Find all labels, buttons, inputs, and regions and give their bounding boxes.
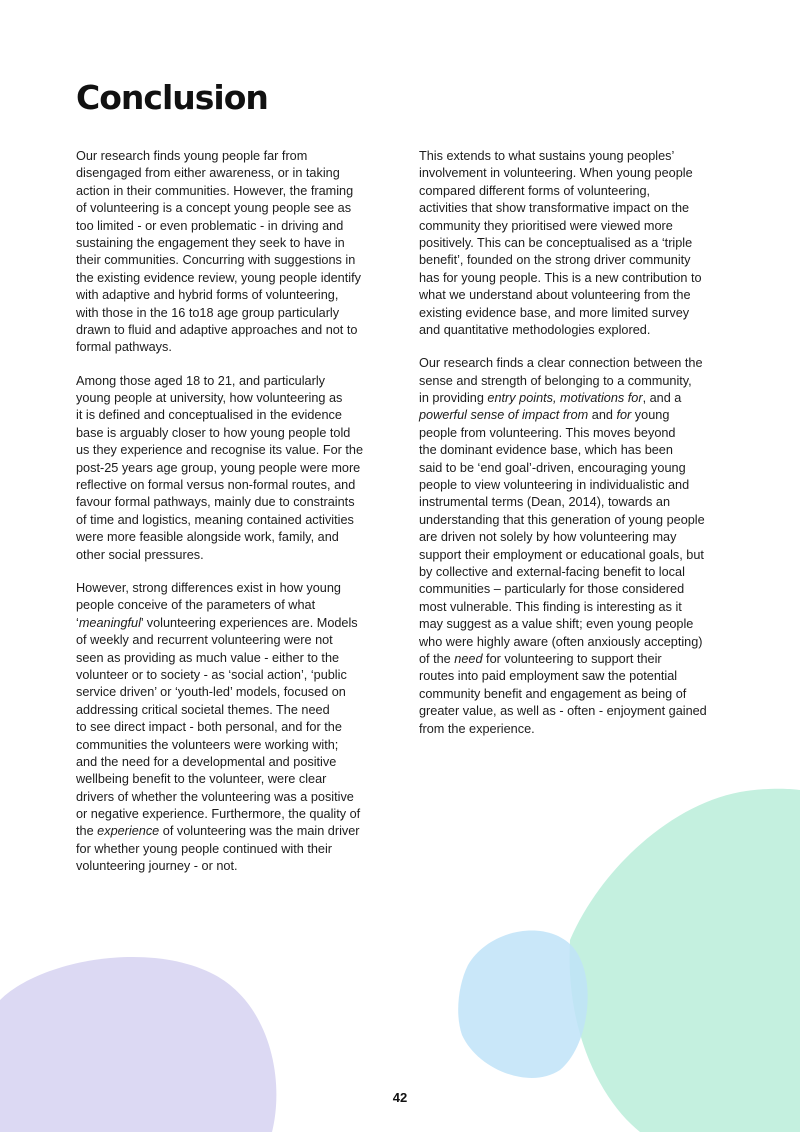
text-line (419, 183, 729, 200)
text-run: support their employment or educational goals, but (419, 547, 704, 562)
text-run: and quantitative methodologies explored. (419, 322, 651, 337)
text-run: favour formal pathways, mainly due to constraints (76, 495, 355, 510)
text-run: us they experience and recognise its value. For the (76, 443, 364, 458)
text-run: to see direct impact - both personal, and for the (76, 720, 342, 735)
text-run: communities the volunteers were working with; (76, 737, 339, 752)
text-run: greater value, as well as - often - enjoyment gained (419, 704, 707, 719)
text-line (76, 477, 386, 494)
text-run: sustaining the engagement they seek to have in (76, 235, 345, 250)
text-run: post-25 years age group, young people were more (76, 460, 361, 475)
text-run: in providing (419, 391, 488, 406)
text-run: drawn to fluid and adaptive approaches and not to (76, 322, 358, 337)
text-run: by collective and external-facing benefit to local (419, 564, 685, 579)
text-run: are driven not solely by how volunteering may (419, 530, 677, 545)
text-line (76, 650, 386, 667)
text-line (76, 183, 386, 200)
text-run: positively. This can be conceptualised as a ‘triple (419, 235, 693, 250)
text-run: of the (419, 651, 455, 666)
text-line (419, 442, 729, 459)
text-line (419, 529, 729, 546)
text-line (76, 754, 386, 771)
text-line (76, 200, 386, 217)
text-run: the dominant evidence base, which has been (419, 443, 673, 458)
text-line (76, 148, 386, 165)
text-line (76, 632, 386, 649)
emphasis-text: experience (97, 824, 160, 839)
text-line (76, 218, 386, 235)
text-run: said to be ‘end goal’-driven, encouraging young (419, 460, 686, 475)
text-line (419, 460, 729, 477)
text-run: routes into paid employment saw the potential (419, 669, 678, 684)
text-run: people to view volunteering in individualistic and (419, 478, 690, 493)
body-paragraph (76, 373, 386, 564)
page-title: Conclusion (76, 78, 268, 117)
text-line (419, 305, 729, 322)
text-line (76, 270, 386, 287)
text-line (76, 841, 386, 858)
text-run: Among those aged 18 to 21, and particularly (76, 373, 325, 388)
text-run: with those in the 16 to18 age group particularly (76, 305, 340, 320)
text-run: it is defined and conceptualised in the evidence (76, 408, 342, 423)
emphasis-text: entry points, motivations for (487, 391, 643, 406)
text-line (419, 407, 729, 424)
text-run: , and a (642, 391, 682, 406)
text-line (419, 547, 729, 564)
text-run: community benefit and engagement as being of (419, 686, 687, 701)
text-run: and (588, 408, 617, 423)
text-run: has for young people. This is a new contribution to (419, 270, 702, 285)
text-run: volunteer or to society - as ‘social action’, ‘public (76, 667, 347, 682)
text-line (419, 477, 729, 494)
text-run: service driven’ or ‘youth-led’ models, focused on (76, 685, 346, 700)
text-run: seen as providing as much value - either to the (76, 650, 340, 665)
text-line (76, 719, 386, 736)
left-column (76, 148, 386, 892)
text-run: ‘ (76, 615, 79, 630)
text-line (419, 200, 729, 217)
text-run: community they prioritised were viewed more (419, 218, 673, 233)
text-run: for whether young people continued with their (76, 841, 333, 856)
text-line (76, 684, 386, 701)
text-run: activities that show transformative impact on the (419, 201, 690, 216)
blue-blob-shape (458, 930, 587, 1077)
text-line (76, 823, 386, 840)
text-run: compared different forms of volunteering, (419, 183, 651, 198)
text-line (76, 252, 386, 269)
text-line (76, 373, 386, 390)
text-line (76, 339, 386, 356)
emphasis-text: meaningful (78, 615, 141, 630)
text-line (76, 580, 386, 597)
text-line (76, 407, 386, 424)
body-paragraph (76, 148, 386, 357)
text-line (419, 235, 729, 252)
emphasis-text: powerful sense of impact from (419, 408, 589, 423)
text-line (76, 287, 386, 304)
text-run: young people at university, how volunteering as (76, 391, 343, 406)
text-run: their communities. Concurring with suggestions in (76, 253, 356, 268)
right-column (419, 148, 729, 754)
text-run: too limited - or even problematic - in driving and (76, 218, 344, 233)
text-line (76, 597, 386, 614)
text-line (419, 218, 729, 235)
text-run: for volunteering to support their (482, 651, 662, 666)
text-line (419, 721, 729, 738)
text-run: young (631, 408, 670, 423)
text-line (419, 287, 729, 304)
text-line (76, 494, 386, 511)
text-line (76, 806, 386, 823)
text-line (419, 373, 729, 390)
text-run: what we understand about volunteering from the (419, 288, 691, 303)
text-run: formal pathways. (76, 340, 172, 355)
text-line (419, 494, 729, 511)
text-line (76, 771, 386, 788)
text-line (419, 581, 729, 598)
body-paragraph (419, 355, 729, 738)
text-run: action in their communities. However, the framing (76, 183, 354, 198)
text-run: from the experience. (419, 721, 535, 736)
text-line (419, 599, 729, 616)
text-run: of volunteering is a concept young people see as (76, 201, 352, 216)
text-run: instrumental terms (Dean, 2014), towards an (419, 495, 671, 510)
text-run: people from volunteering. This moves beyond (419, 425, 676, 440)
text-line (419, 651, 729, 668)
text-line (419, 390, 729, 407)
page-number: 42 (392, 1090, 408, 1105)
text-run: sense and strength of belonging to a community, (419, 373, 692, 388)
text-run: involvement in volunteering. When young people (419, 166, 693, 181)
text-line (419, 425, 729, 442)
text-line (76, 529, 386, 546)
text-run: benefit’, founded on the strong driver community (419, 253, 691, 268)
text-line (419, 512, 729, 529)
text-line (76, 547, 386, 564)
green-blob-shape (570, 789, 800, 1132)
text-line (76, 858, 386, 875)
body-paragraph (76, 580, 386, 876)
emphasis-text: need (454, 651, 483, 666)
text-run: base is arguably closer to how young people told (76, 425, 351, 440)
body-paragraph (419, 148, 729, 339)
text-line (76, 442, 386, 459)
text-line (419, 634, 729, 651)
text-line (76, 667, 386, 684)
text-line (76, 235, 386, 252)
text-run: who were highly aware (often anxiously accepting) (419, 634, 703, 649)
purple-blob-shape (0, 957, 276, 1132)
text-run: This extends to what sustains young peoples’ (419, 149, 675, 163)
text-run: the (76, 824, 98, 839)
text-line (76, 737, 386, 754)
text-run: volunteering journey - or not. (76, 859, 238, 874)
text-run: or negative experience. Furthermore, the quality of (76, 807, 361, 822)
text-run: addressing critical societal themes. The need (76, 702, 330, 717)
text-line (419, 165, 729, 182)
text-run: of volunteering was the main driver (159, 824, 360, 839)
text-run: reflective on formal versus non-formal routes, and (76, 478, 356, 493)
text-line (76, 165, 386, 182)
text-run: understanding that this generation of young people (419, 512, 705, 527)
text-line (76, 460, 386, 477)
text-run: with adaptive and hybrid forms of volunteering, (76, 288, 339, 303)
text-line (419, 668, 729, 685)
text-line (76, 425, 386, 442)
text-line (76, 615, 386, 632)
text-run: may suggest as a value shift; even young people (419, 617, 694, 632)
text-run: most vulnerable. This finding is interesting as it (419, 599, 682, 614)
text-run: disengaged from either awareness, or in taking (76, 166, 340, 181)
emphasis-text: for (616, 408, 632, 423)
text-run: the existing evidence review, young people identify (76, 270, 361, 285)
text-line (419, 686, 729, 703)
text-run: However, strong differences exist in how young (76, 580, 341, 595)
text-run: Our research finds a clear connection between the (419, 356, 703, 371)
text-run: were more feasible alongside work, family, and (76, 530, 339, 545)
text-run: ’ volunteering experiences are. Models (140, 615, 358, 630)
text-run: Our research finds young people far from (76, 149, 308, 163)
text-line (419, 148, 729, 165)
text-run: and the need for a developmental and positive (76, 754, 337, 769)
text-run: people conceive of the parameters of what (76, 598, 316, 613)
text-run: of time and logistics, meaning contained activities (76, 512, 354, 527)
text-line (419, 322, 729, 339)
text-line (76, 702, 386, 719)
text-run: communities – particularly for those considered (419, 582, 685, 597)
text-line (76, 512, 386, 529)
text-line (76, 390, 386, 407)
text-line (76, 305, 386, 322)
text-run: drivers of whether the volunteering was a positive (76, 789, 354, 804)
text-run: wellbeing benefit to the volunteer, were clear (76, 772, 327, 787)
text-line (419, 564, 729, 581)
text-line (419, 252, 729, 269)
text-run: existing evidence base, and more limited survey (419, 305, 690, 320)
text-line (419, 355, 729, 372)
text-run: other social pressures. (76, 547, 204, 562)
text-line (419, 616, 729, 633)
text-line (419, 270, 729, 287)
text-run: of weekly and recurrent volunteering were not (76, 633, 333, 648)
text-line (419, 703, 729, 720)
text-line (76, 322, 386, 339)
text-line (76, 789, 386, 806)
